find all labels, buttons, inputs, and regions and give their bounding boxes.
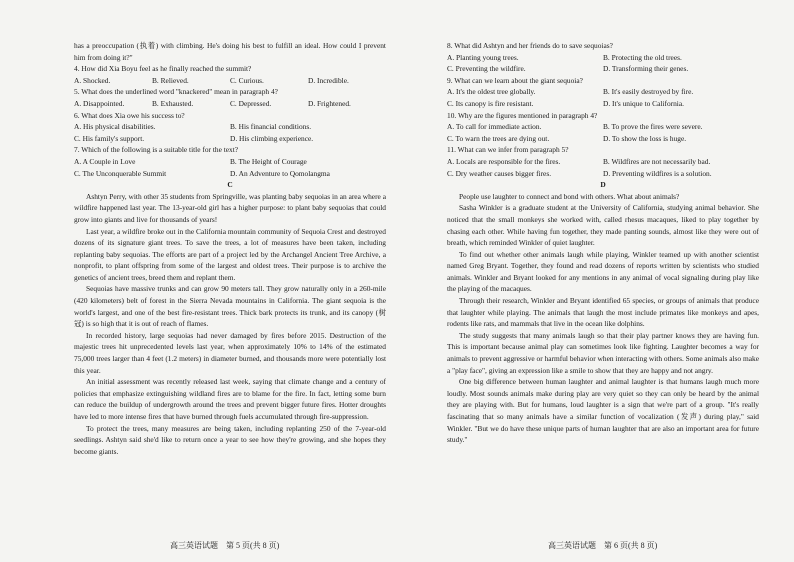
- section-heading-c: C: [227, 180, 233, 190]
- option-d: D. His climbing experience.: [230, 133, 314, 143]
- option-d: D. Preventing wildfires is a solution.: [603, 168, 712, 178]
- question-9-options-ab: [447, 86, 759, 98]
- option-d: D. Incredible.: [308, 75, 349, 85]
- passage-paragraph: To protect the trees, many measures are being taken, including replanting 250 of the 7-year-old seedlings. Ashtyn said she'd like to return once a year to see how they're growing, and she hopes they become giants.: [74, 423, 386, 456]
- question-7-options-ab: [74, 156, 386, 168]
- option-a: A. Planting young trees.: [447, 52, 519, 62]
- question-7: 7. Which of the following is a suitable title for the text?: [74, 145, 239, 155]
- option-d: D. It's unique to California.: [603, 98, 684, 108]
- question-5: 5. What does the underlined word "knackered" mean in paragraph 4?: [74, 87, 278, 97]
- option-a: A. His physical disabilities.: [74, 122, 156, 132]
- option-c: C. Dry weather causes bigger fires.: [447, 168, 552, 178]
- option-a: A. Disappointed.: [74, 98, 125, 108]
- passage-paragraph: One big difference between human laughter and animal laughter is that humans laugh much more loudly. Most sounds animals make during play are very quiet so they can only be heard by the animal they are playing with. But for humans, loud laughter is a sign that we're part of a group. "It's really fascinating that so many animals have a similar function of vocalization (发声) during play," said Winkler. "But we do have these unique parts of human laughter that are also an important area for future study.": [447, 377, 759, 445]
- option-a: A. Shocked.: [74, 75, 111, 85]
- question-6-options-ab: [74, 121, 386, 133]
- option-a: A. Locals are responsible for the fires.: [447, 156, 561, 166]
- option-c: C. The Unconquerable Summit: [74, 168, 167, 178]
- question-11: 11. What can we infer from paragraph 5?: [447, 145, 569, 155]
- option-c: C. Preventing the wildfire.: [447, 64, 526, 74]
- question-7-options-cd: [74, 168, 386, 180]
- question-8-options-ab: [447, 52, 759, 64]
- question-10-options-ab: [447, 121, 759, 133]
- option-b: B. It's easily destroyed by fire.: [603, 87, 694, 97]
- option-b: B. His financial conditions.: [230, 122, 312, 132]
- question-9: 9. What can we learn about the giant sequoia?: [447, 75, 583, 85]
- passage-paragraph: The study suggests that many animals laugh so that their play partner knows they are having fun. This is important because animal play can sometimes look like fighting. Laughter becomes a way for animals to prevent aggressive or harmful behavior when interacting with others. Some animals also make a "play face", giving an expression like a smile to show that they are happy and not angry.: [447, 330, 759, 375]
- question-11-options-ab: [447, 156, 759, 168]
- left-page-column: [74, 40, 386, 457]
- option-a: A. It's the oldest tree globally.: [447, 87, 536, 97]
- option-b: B. Relieved.: [152, 75, 189, 85]
- question-8: 8. What did Ashtyn and her friends do to save sequoias?: [447, 41, 613, 50]
- passage-paragraph: Sequoias have massive trunks and can grow 90 meters tall. They grow naturally only in a 260-mile (420 kilometers) belt of forest in the Sierra Nevada mountains in California. The giant sequoia is the world's largest, and one of the best fire-resistant trees. Thick bark protects its trunk, and its canopy (树冠) is so high that it is out of reach of flames.: [74, 284, 386, 329]
- question-9-options-cd: [447, 98, 759, 110]
- option-c: C. To warn the trees are dying out.: [447, 133, 550, 143]
- option-d: D. An Adventure to Qomolangma: [230, 168, 330, 178]
- question-8-options-cd: [447, 63, 759, 75]
- question-6-options-cd: [74, 133, 386, 145]
- option-c: C. Its canopy is fire resistant.: [447, 98, 534, 108]
- option-d: D. Transforming their genes.: [603, 64, 689, 74]
- passage-paragraph: An initial assessment was recently released last week, saying that climate change and a century of policies that emphasize extinguishing wildland fires are to blame for the fire. In fact, letting some burn can reduce the buildup of undergrowth around the trees and prevent bigger future fires. Hotter droughts have led to more intense fires that have burned through fuels accumulated through fire-suppression.: [74, 377, 386, 421]
- right-page-column: [447, 40, 759, 446]
- page-footer-right: 高三英语试题 第 6 页(共 8 页): [548, 541, 658, 550]
- option-c: C. Depressed.: [230, 98, 272, 108]
- option-c: C. His family's support.: [74, 133, 145, 143]
- option-b: B. To prove the fires were severe.: [603, 122, 703, 132]
- option-b: B. Exhausted.: [152, 98, 194, 108]
- option-a: A. A Couple in Love: [74, 156, 136, 166]
- section-heading-d: D: [600, 180, 606, 190]
- question-11-options-cd: [447, 168, 759, 180]
- option-b: B. Wildfires are not necessarily bad.: [603, 156, 711, 166]
- passage-paragraph: Ashtyn Perry, with other 35 students from Springville, was planting baby sequoias in an area where a wildfire happened last year. The 13-year-old girl has a higher purpose: to plant baby sequoias that could grow into giants and live for thousands of years!: [74, 191, 386, 224]
- passage-paragraph: Sasha Winkler is a graduate student at the University of California, studying animal behavior. She noticed that the small monkeys she worked with, called rhesus macaques, liked to play together by chasing each other. While having fun together, they made panting sounds, almost like they were out of breath, which reminded Winkler of quiet laughter.: [447, 203, 759, 248]
- option-d: D. To show the loss is huge.: [603, 133, 687, 143]
- passage-paragraph: Through their research, Winkler and Bryant identified 65 species, or groups of animals that produce that laughter while playing. The animals that laugh the most include primates like monkeys and apes, rodents like rats, and mammals that live in the ocean like dolphins.: [447, 296, 759, 329]
- passage-paragraph: People use laughter to connect and bond with others. What about animals?: [459, 191, 680, 201]
- question-10: 10. Why are the figures mentioned in paragraph 4?: [447, 110, 598, 120]
- page-footer-left: 高三英语试题 第 5 页(共 8 页): [170, 541, 280, 550]
- question-4-options: [74, 75, 386, 87]
- option-b: B. Protecting the old trees.: [603, 52, 682, 62]
- intro-text: has a preoccupation (执着) with climbing. He's doing his best to fulfill an ideal. How could I prevent him from doing it?": [74, 41, 386, 62]
- option-c: C. Curious.: [230, 75, 264, 85]
- passage-paragraph: Last year, a wildfire broke out in the California mountain community of Sequoia Crest and destroyed dozens of its signature giant trees. To save the trees, a lot of measures have been taken, including replanting baby sequoias. The efforts are part of a project led by the Archangel Ancient Tree Archive, a nonprofit, to plant offspring from some of the largest and oldest trees. Their purpose is to archive the genetics of ancient trees, breed them and replant them.: [74, 226, 386, 282]
- option-b: B. The Height of Courage: [230, 156, 307, 166]
- passage-paragraph: To find out whether other animals laugh while playing, Winkler teamed up with another scientist named Greg Bryant. Together, they found and read dozens of reports written by scientists who studied animals. Winkler and Bryant looked for any mentions in any animal of vocal signaling during play like the playing of the macaques.: [447, 249, 759, 294]
- question-4: 4. How did Xia Boyu feel as he finally reached the summit?: [74, 64, 252, 74]
- passage-paragraph: In recorded history, large sequoias had never damaged by fires before 2015. Destruction of the majestic trees hit unprecedented levels last year, when approximately 10% to 14% of the estimated 75,000 trees larger than 4 feet (1.2 meters) in diameter burned, and thousands more were potentially lost this year.: [74, 330, 386, 375]
- option-a: A. To call for immediate action.: [447, 122, 542, 132]
- question-10-options-cd: [447, 133, 759, 145]
- question-5-options: [74, 98, 386, 110]
- question-6: 6. What does Xia owe his success to?: [74, 110, 185, 120]
- option-d: D. Frightened.: [308, 98, 351, 108]
